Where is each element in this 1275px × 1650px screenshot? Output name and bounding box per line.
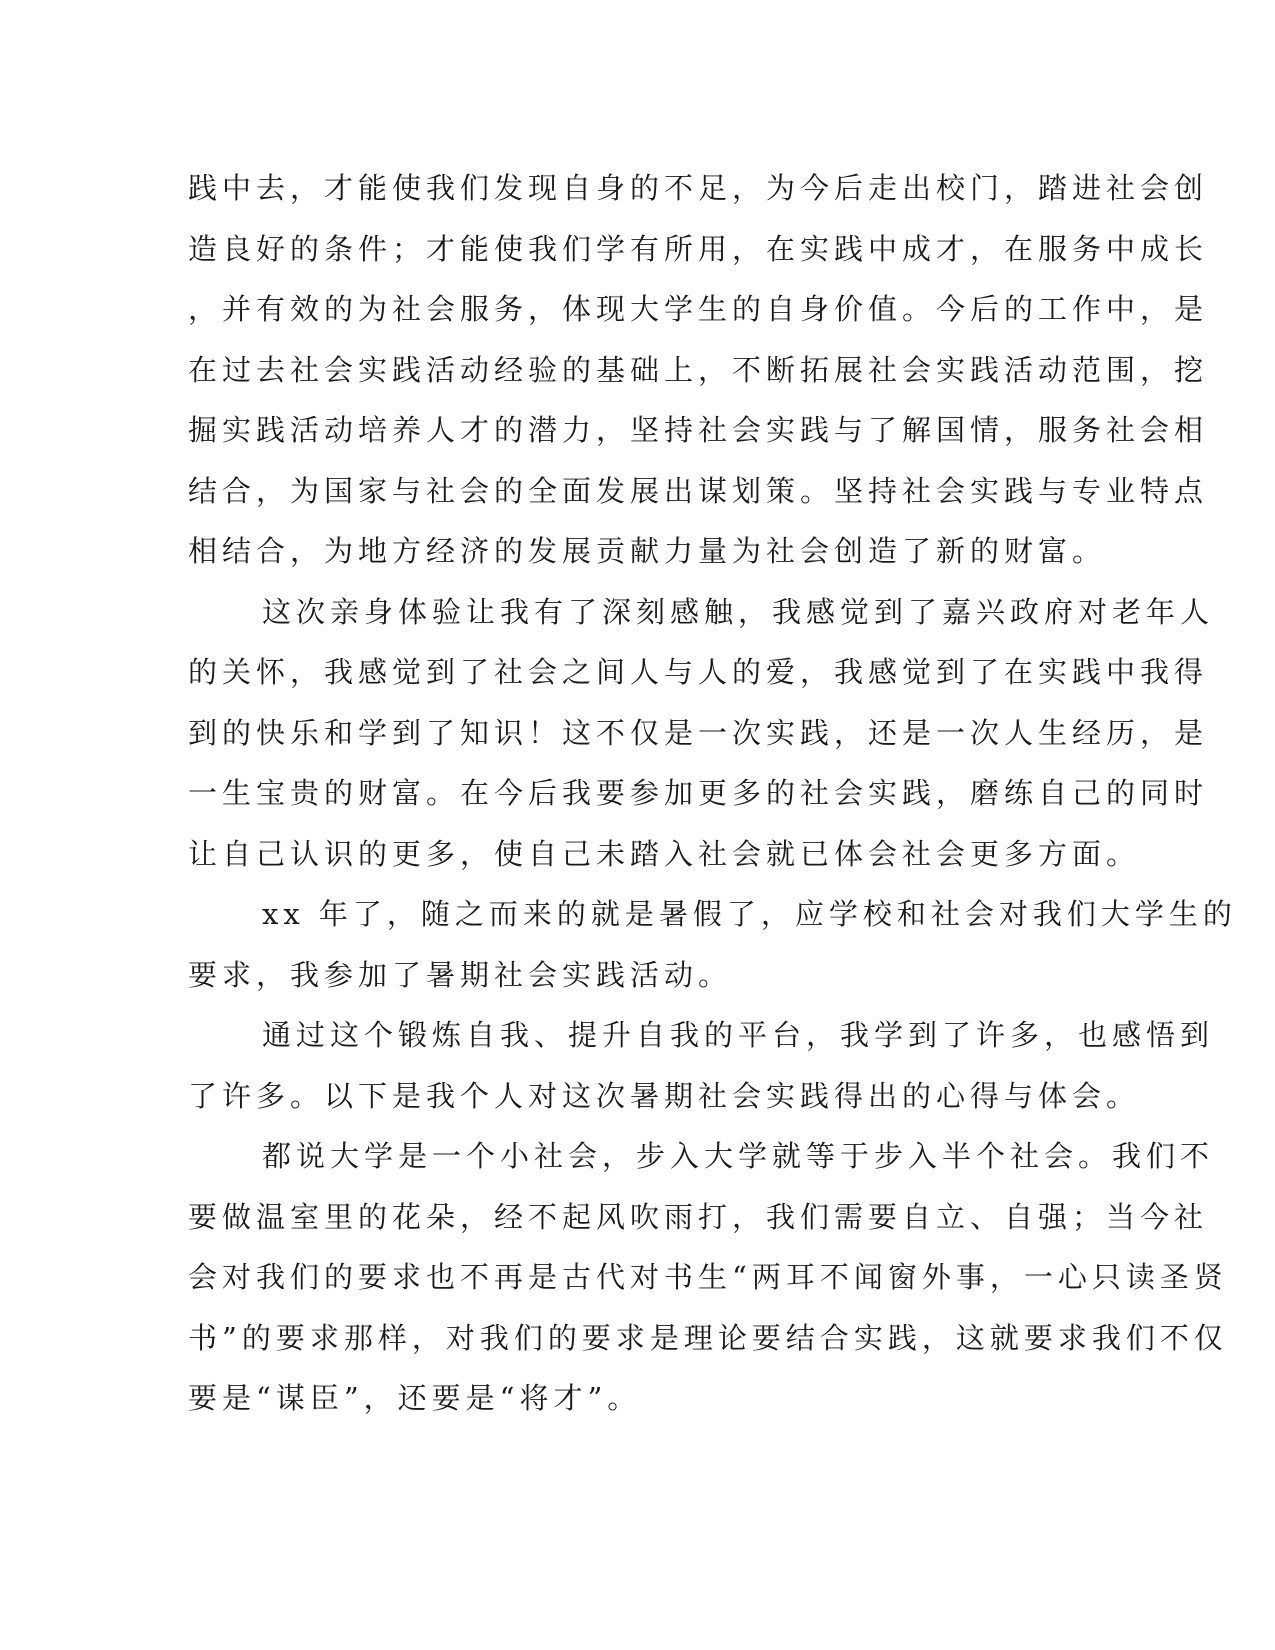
text-line: 在过去社会实践活动经验的基础上，不断拓展社会实践活动范围，挖 (188, 352, 1209, 387)
text-line: 一生宝贵的财富。在今后我要参加更多的社会实践，磨练自己的同时 (188, 776, 1209, 810)
text-line: 让自己认识的更多，使自己未踏入社会就已体会社会更多方面。 (188, 836, 1141, 871)
text-line: 结合，为国家与社会的全面发展出谋划策。坚持社会实践与专业特点 (188, 473, 1209, 508)
text-line: 相结合，为地方经济的发展贡献力量为社会创造了新的财富。 (188, 534, 1107, 568)
paragraph-first-line: 这次亲身体验让我有了深刻感触，我感觉到了嘉兴政府对老年人 (262, 594, 1215, 629)
text-line: 践中去，才能使我们发现自身的不足，为今后走出校门，踏进社会创 (188, 171, 1209, 205)
text-line: 要求，我参加了暑期社会实践活动。 (188, 957, 733, 992)
text-line: 要做温室里的花朵，经不起风吹雨打，我们需要自立、自强；当今社 (188, 1199, 1209, 1234)
text-line: ，并有效的为社会服务，体现大学生的自身价值。今后的工作中，是 (188, 292, 1209, 326)
text-line: 到的快乐和学到了知识！这不仅是一次实践，还是一次人生经历，是 (188, 715, 1209, 750)
text-line: 的关怀，我感觉到了社会之间人与人的爱，我感觉到了在实践中我得 (188, 655, 1209, 689)
paragraph-first-line: 通过这个锻炼自我、提升自我的平台，我学到了许多，也感悟到 (262, 1018, 1215, 1052)
text-line: 掘实践活动培养人才的潜力，坚持社会实践与了解国情，服务社会相 (188, 413, 1209, 447)
document-body (188, 158, 1237, 1429)
paragraph-first-line: 都说大学是一个小社会，步入大学就等于步入半个社会。我们不 (262, 1139, 1215, 1173)
text-line: 书”的要求那样，对我们的要求是理论要结合实践，这就要求我们不仅 (188, 1320, 1228, 1355)
text-line: 要是“谋臣”，还要是“将才”。 (188, 1381, 642, 1415)
paragraph-first-line: xx 年了，随之而来的就是暑假了，应学校和社会对我们大学生的 (262, 897, 1237, 931)
text-line: 了许多。以下是我个人对这次暑期社会实践得出的心得与体会。 (188, 1078, 1141, 1113)
text-line: 造良好的条件；才能使我们学有所用，在实践中成才，在服务中成长 (188, 231, 1209, 266)
text-line: 会对我们的要求也不再是古代对书生“两耳不闻窗外事，一心只读圣贤 (188, 1260, 1228, 1294)
